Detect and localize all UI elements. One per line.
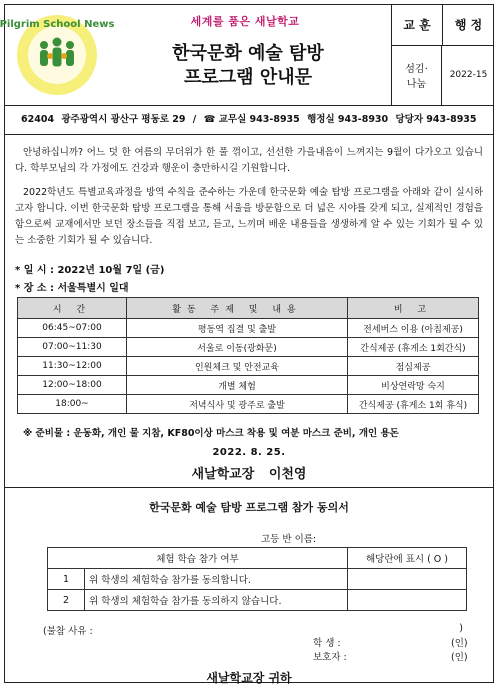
table-row <box>48 590 467 611</box>
schedule-header-row <box>18 298 479 319</box>
consent-option-agree: 위 학생의 체험학습 참가를 동의합니다. <box>85 569 348 590</box>
schedule-activity: 인원체크 및 안전교육 <box>127 357 348 376</box>
admin-office-phone: 행정실 943-8930 <box>307 114 389 125</box>
consent-option-number: 2 <box>48 590 85 611</box>
schedule-activity: 서울로 이동(광화문) <box>127 338 348 357</box>
table-row <box>18 319 479 338</box>
preparation-list: ※ 준비물 : 운동화, 개인 물 지참, KF80이상 마스크 착용 및 여분 마스크 준비, 개인 용돈 <box>23 428 399 439</box>
duty-phone: 당당자 943-8935 <box>395 114 477 125</box>
address-bar <box>5 105 493 135</box>
notice-title-line2: 프로그램 안내문 <box>184 67 312 88</box>
document-header <box>0 5 493 106</box>
table-row <box>18 376 479 395</box>
table-row <box>48 569 467 590</box>
student-signature-line <box>313 635 468 649</box>
motto-value <box>392 46 442 105</box>
table-row <box>18 357 479 376</box>
logo-text: Pilgrim School News <box>0 19 115 30</box>
document-number: 2022-15 <box>449 70 488 80</box>
motto-label: 교 훈 <box>392 5 443 46</box>
notice-title-line1: 한국문화 예술 탐방 <box>172 43 324 64</box>
absence-reason-line <box>43 623 463 637</box>
issue-date: 2022. 8. 25. <box>212 447 286 458</box>
agree-mark-cell[interactable] <box>348 569 467 590</box>
consent-option-disagree: 위 학생의 체험학습 참가를 동의하지 않습니다. <box>85 590 348 611</box>
parent-signature-line <box>313 649 468 663</box>
consent-table <box>47 547 467 611</box>
schedule-header-note: 비 고 <box>348 298 479 319</box>
student-label: 학 생 : <box>313 638 341 649</box>
event-place: * 장 소 : 서울특별시 일대 <box>15 283 129 294</box>
table-row <box>18 395 479 414</box>
consent-option-number: 1 <box>48 569 85 590</box>
schedule-note: 점심제공 <box>348 357 479 376</box>
school-slogan: 세계를 품은 새날학교 <box>190 15 300 28</box>
schedule-note: 비상연락망 숙지 <box>348 376 479 395</box>
schedule-header-activity: 활동 주제 및 내용 <box>127 298 348 319</box>
motto-value-line1: 섬김· <box>405 64 428 75</box>
absence-reason-close: ) <box>459 623 463 634</box>
schedule-activity: 평동역 집결 및 출발 <box>127 319 348 338</box>
principal-signature: 새날학교장 이천영 <box>191 467 307 482</box>
parent-seal: (인) <box>451 652 468 663</box>
motto-value-line2: 나눔 <box>406 79 427 90</box>
student-seal: (인) <box>451 638 468 649</box>
schedule-activity: 개별 체험 <box>127 376 348 395</box>
schedule-activity: 저녁식사 및 광주로 출발 <box>127 395 348 414</box>
postal-code: 62404 <box>21 114 55 125</box>
consent-header-item: 체험 학습 참가 여부 <box>48 548 348 569</box>
consent-title: 한국문화 예술 탐방 프로그램 참가 동의서 <box>149 501 349 514</box>
notice-document <box>0 4 494 685</box>
consent-header-mark: 해당란에 표시 ( O ) <box>348 548 467 569</box>
schedule-time: 18:00~ <box>18 395 127 414</box>
student-class-name-line: 고등 반 이름: <box>261 534 317 545</box>
schedule-note: 전세버스 이용 (아침제공) <box>348 319 479 338</box>
teacher-office-phone: ☎ 교무실 943-8935 <box>203 114 300 125</box>
separator: / <box>192 114 197 125</box>
schedule-note: 간식제공 (휴게소 1회간식) <box>348 338 479 357</box>
schedule-time: 07:00~11:30 <box>18 338 127 357</box>
event-date: * 일 시 : 2022년 10월 7일 (금) <box>15 265 165 276</box>
school-logo <box>0 9 115 101</box>
info-box <box>391 5 494 105</box>
schedule-table <box>17 297 479 414</box>
schedule-time: 06:45~07:00 <box>18 319 127 338</box>
schedule-time: 12:00~18:00 <box>18 376 127 395</box>
consent-header-row <box>48 548 467 569</box>
street-address: 광주광역시 광산구 평동로 29 <box>61 114 186 125</box>
disagree-mark-cell[interactable] <box>348 590 467 611</box>
divider <box>5 487 493 488</box>
admin-label: 행 정 <box>443 5 494 46</box>
schedule-header-time: 시 간 <box>18 298 127 319</box>
program-paragraph: 2022학년도 특별교육과정을 방역 수칙을 준수하는 가운데 한국문화 예술 탐방 프로그램을 아래와 같이 실시하고자 합니다. 이번 한국문화 탐방 프로그램을 통해 서울을 방문함으로 더 넓은 시야를 갖게 되고, 실제적인 경험을 함으로써 교재에서만 보던 장소들을 직접 보고, 듣고, 느끼며 배운 내용들을 생생하게 알 수 있는 기회가 될 수 있는 소중한 기회가 될 수 있습니다. <box>15 187 483 246</box>
addressee: 새날학교장 귀하 <box>206 671 292 685</box>
parent-label: 보호자 : <box>313 652 347 663</box>
greeting-paragraph: 안녕하십니까? 어느 덧 한 여름의 무더위가 한 풀 꺾이고, 선선한 가을내음이 느껴지는 9월이 다가오고 있습니다. 학부모님의 각 가정에도 건강과 행운이 충만하시길 기원합니다. <box>15 147 483 174</box>
schedule-note: 간식제공 (휴게소 1회 휴식) <box>348 395 479 414</box>
schedule-time: 11:30~12:00 <box>18 357 127 376</box>
table-row <box>18 338 479 357</box>
absence-reason-label: (불참 사유 : <box>43 626 93 637</box>
